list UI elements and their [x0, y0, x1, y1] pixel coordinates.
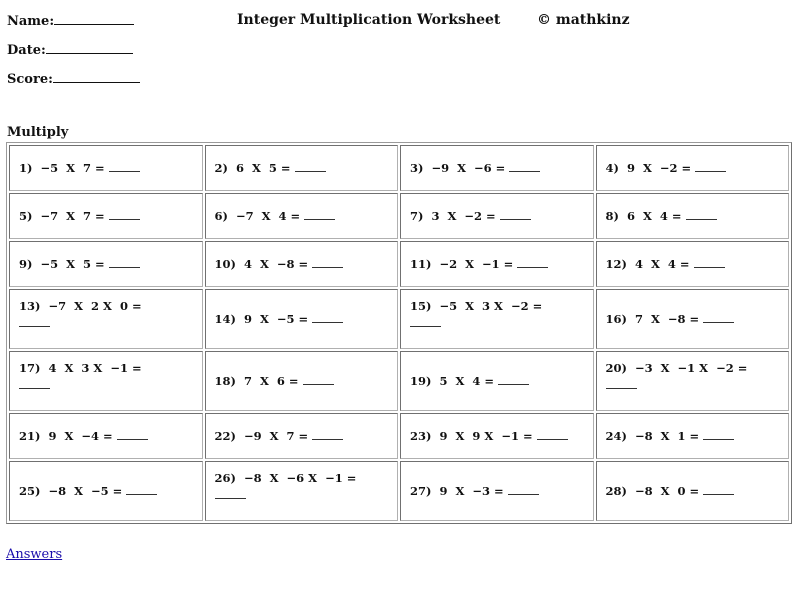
- answer-blank: [126, 482, 157, 495]
- name-field: [7, 12, 134, 29]
- problem-cell: 26) −8 X −6 X −1 =: [205, 461, 399, 521]
- problem-cell: 1) −5 X 7 =: [9, 145, 203, 191]
- problem-cell: 4) 9 X −2 =: [596, 145, 790, 191]
- problem-cell: 13) −7 X 2 X 0 =: [9, 289, 203, 349]
- problem-cell: 12) 4 X 4 =: [596, 241, 790, 287]
- answer-blank: [312, 427, 343, 440]
- problem-cell: 22) −9 X 7 =: [205, 413, 399, 459]
- table-row: [9, 289, 789, 349]
- answer-blank: [703, 310, 734, 323]
- answer-blank: [498, 372, 529, 385]
- answer-blank: [215, 488, 246, 499]
- table-row: [9, 413, 789, 459]
- answer-blank: [606, 378, 637, 389]
- score-blank: [53, 70, 140, 83]
- problem-cell: 19) 5 X 4 =: [400, 351, 594, 411]
- answer-blank: [694, 255, 725, 268]
- table-row: [9, 145, 789, 191]
- date-label: Date:: [7, 43, 46, 58]
- problem-cell: 8) 6 X 4 =: [596, 193, 790, 239]
- answer-blank: [109, 207, 140, 220]
- problem-cell: 11) −2 X −1 =: [400, 241, 594, 287]
- answer-blank: [508, 482, 539, 495]
- answer-blank: [703, 427, 734, 440]
- answer-blank: [295, 159, 326, 172]
- problem-table: [6, 142, 792, 524]
- problem-cell: 16) 7 X −8 =: [596, 289, 790, 349]
- problem-cell: 18) 7 X 6 =: [205, 351, 399, 411]
- answer-blank: [117, 427, 148, 440]
- problem-cell: 14) 9 X −5 =: [205, 289, 399, 349]
- score-field: [7, 70, 140, 87]
- problem-cell: 6) −7 X 4 =: [205, 193, 399, 239]
- answer-blank: [312, 310, 343, 323]
- problem-cell: 15) −5 X 3 X −2 =: [400, 289, 594, 349]
- problem-cell: 24) −8 X 1 =: [596, 413, 790, 459]
- problem-cell: 7) 3 X −2 =: [400, 193, 594, 239]
- answer-blank: [695, 159, 726, 172]
- table-row: [9, 193, 789, 239]
- answer-blank: [686, 207, 717, 220]
- problem-cell: 5) −7 X 7 =: [9, 193, 203, 239]
- answer-blank: [303, 372, 334, 385]
- answer-blank: [109, 255, 140, 268]
- copyright-notice: © mathkinz: [537, 12, 630, 28]
- problem-cell: 2) 6 X 5 =: [205, 145, 399, 191]
- table-row: [9, 241, 789, 287]
- problem-cell: 21) 9 X −4 =: [9, 413, 203, 459]
- name-blank: [54, 12, 134, 25]
- answer-blank: [500, 207, 531, 220]
- problem-cell: 9) −5 X 5 =: [9, 241, 203, 287]
- answer-blank: [19, 378, 50, 389]
- table-row: [9, 351, 789, 411]
- section-label: Multiply: [7, 125, 69, 140]
- worksheet-title: Integer Multiplication Worksheet: [237, 12, 501, 28]
- problem-cell: 20) −3 X −1 X −2 =: [596, 351, 790, 411]
- answers-link[interactable]: Answers: [6, 547, 63, 562]
- problem-cell: 28) −8 X 0 =: [596, 461, 790, 521]
- answer-blank: [109, 159, 140, 172]
- date-field: [7, 41, 133, 58]
- answer-blank: [312, 255, 343, 268]
- problem-cell: 27) 9 X −3 =: [400, 461, 594, 521]
- answer-blank: [19, 316, 50, 327]
- problem-cell: 17) 4 X 3 X −1 =: [9, 351, 203, 411]
- answer-blank: [537, 427, 568, 440]
- answer-blank: [304, 207, 335, 220]
- answer-blank: [517, 255, 548, 268]
- answer-blank: [703, 482, 734, 495]
- problem-cell: 10) 4 X −8 =: [205, 241, 399, 287]
- answer-blank: [509, 159, 540, 172]
- problem-cell: 3) −9 X −6 =: [400, 145, 594, 191]
- date-blank: [46, 41, 133, 54]
- score-label: Score:: [7, 72, 53, 87]
- problem-cell: 23) 9 X 9 X −1 =: [400, 413, 594, 459]
- answer-blank: [410, 316, 441, 327]
- table-row: [9, 461, 789, 521]
- problem-cell: 25) −8 X −5 =: [9, 461, 203, 521]
- name-label: Name:: [7, 14, 55, 29]
